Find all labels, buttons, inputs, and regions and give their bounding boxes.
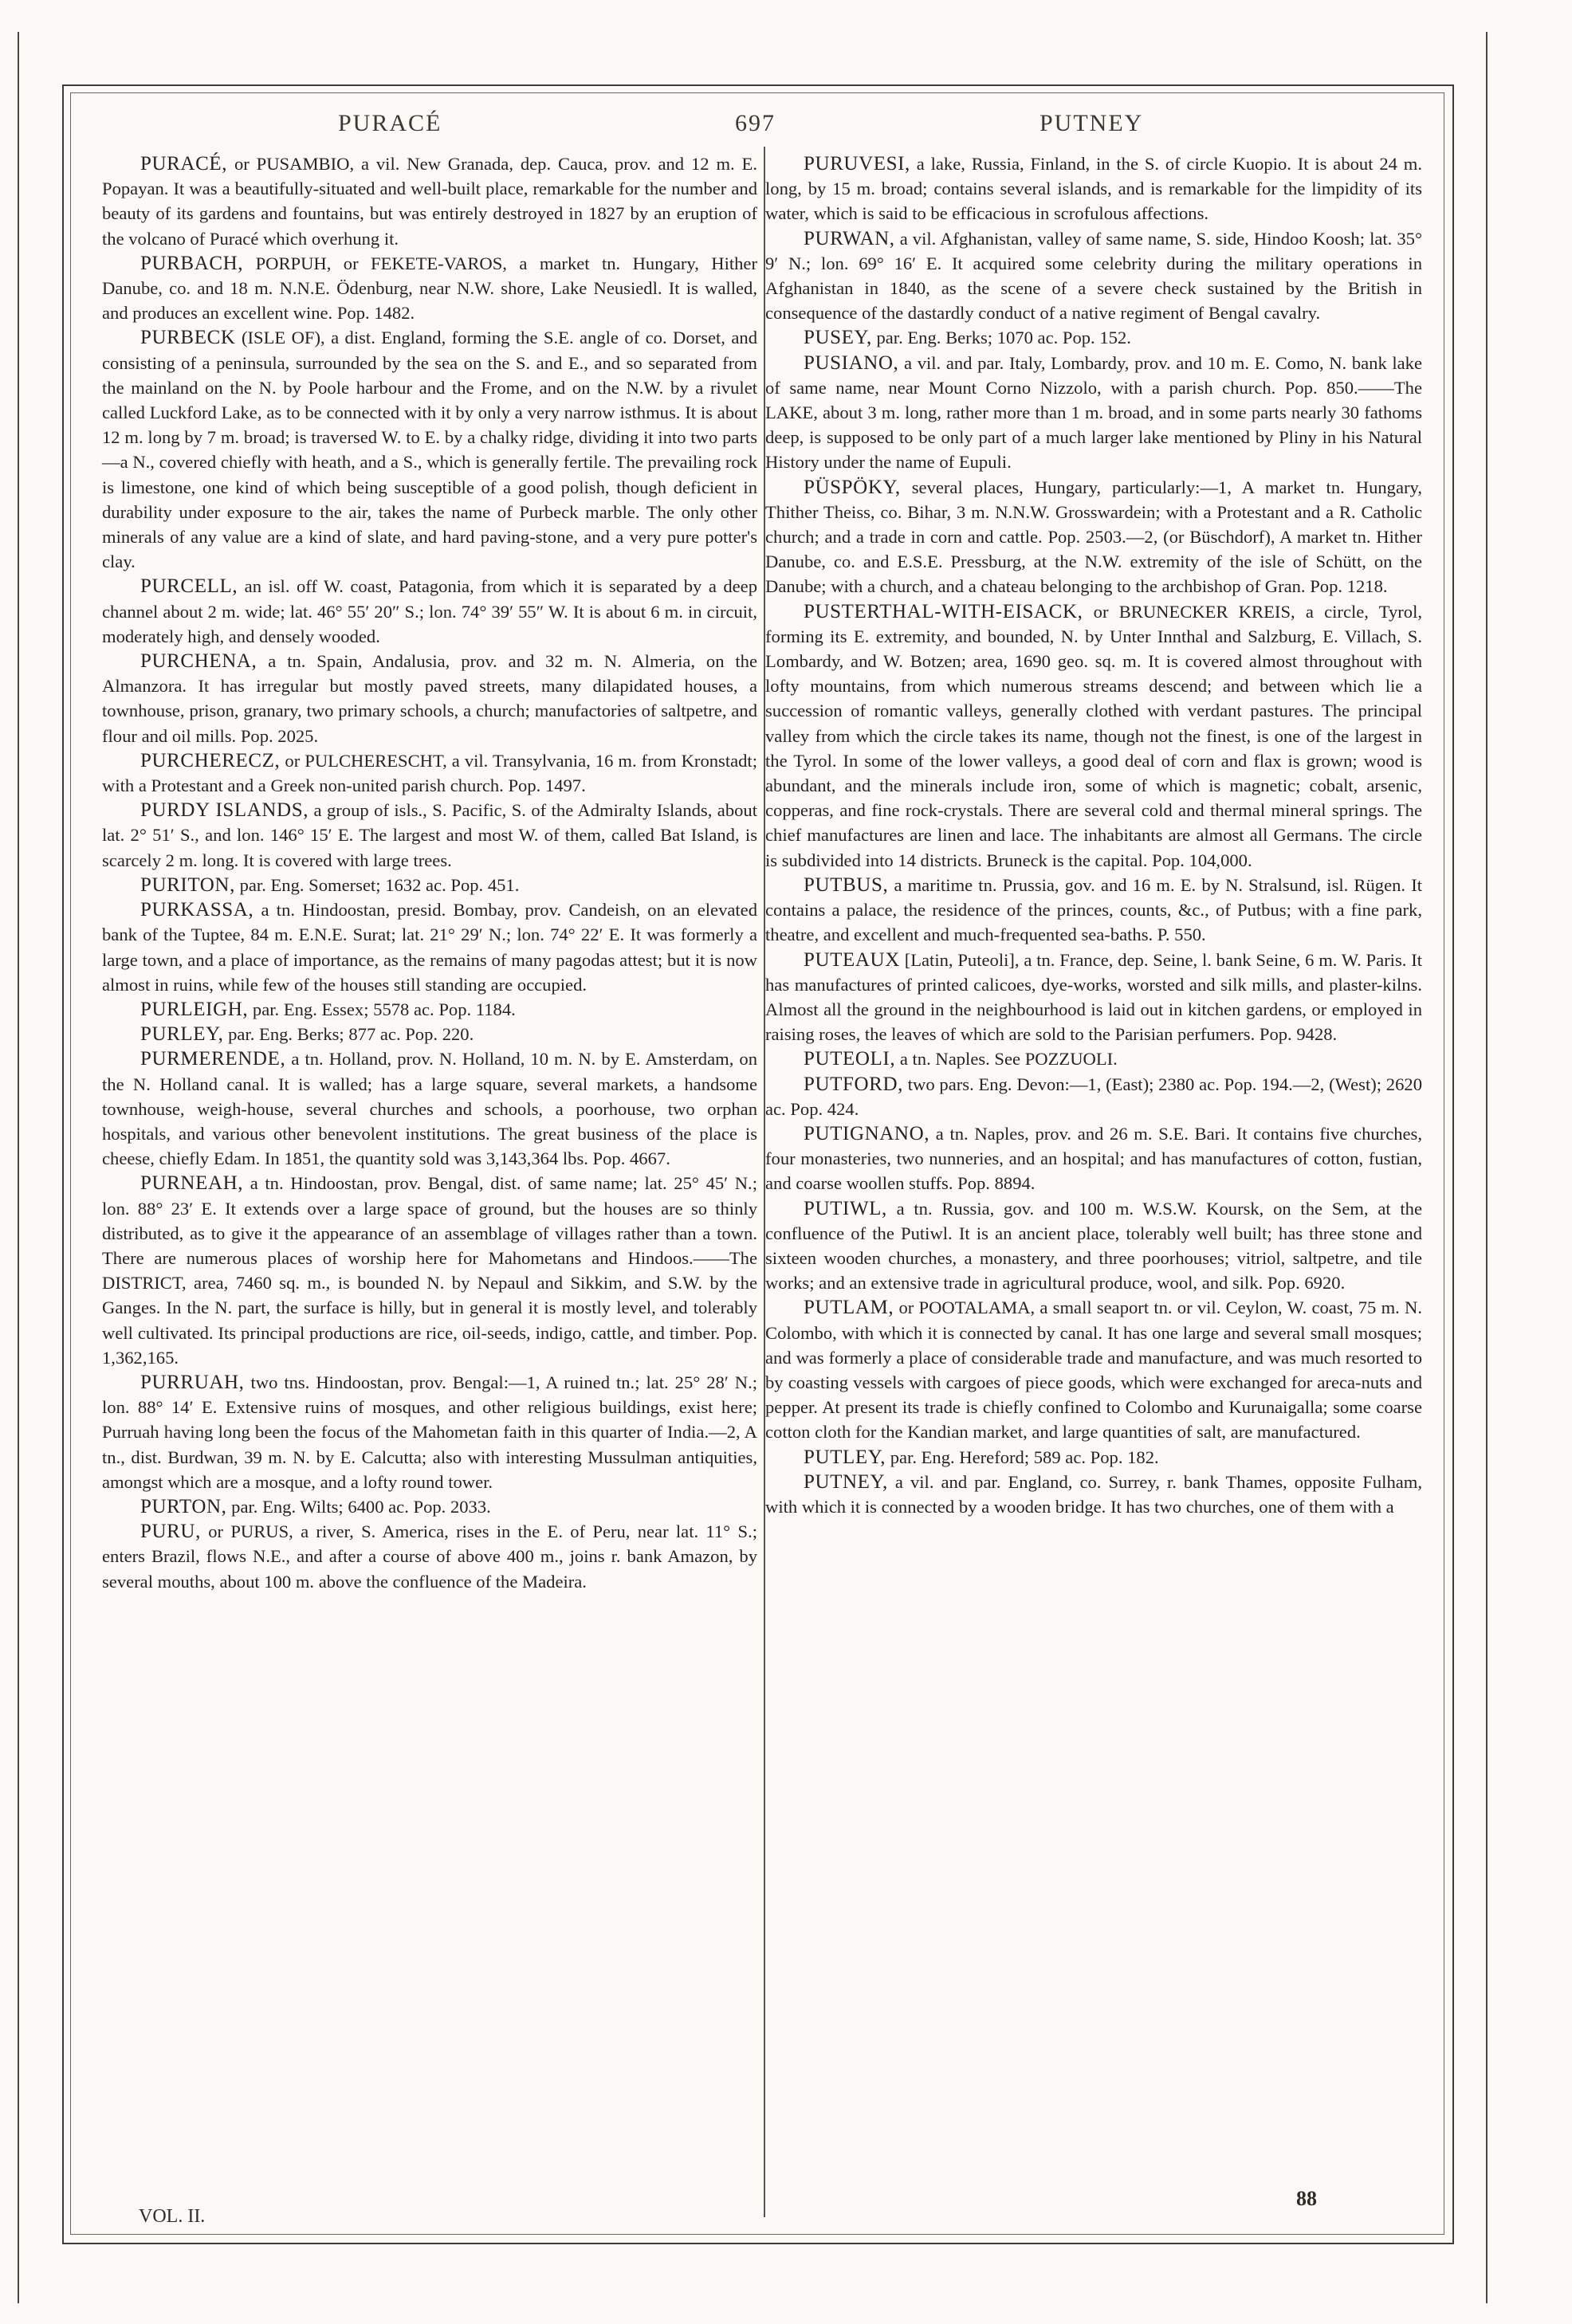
- entry-headword: PURNEAH,: [140, 1172, 244, 1195]
- gazetteer-entry: [102, 151, 757, 251]
- entry-text: a tn. Hindoostan, prov. Bengal, dist. of same name; lat. 25° 45′ N.; lon. 88° 23′ E. It extends over a large space of ground, but the houses are so thinly distributed, as to give it the appearance of an assemblage of villages rather than a town. There are numerous places of worship here for Mahometans and Hindoos.——The DISTRICT, area, 7460 sq. m., is bounded N. by Nepaul and Sikkim, and S.W. by the Ganges. In the N. part, the surface is hilly, but in general it is mostly level, and tolerably well cultivated. Its principal productions are rice, oil-seeds, indigo, cattle, and timber. Pop. 1,362,165.: [102, 1173, 757, 1368]
- entry-headword: PURBECK: [140, 327, 236, 349]
- gazetteer-entry: [765, 1121, 1422, 1196]
- entry-text: a lake, Russia, Finland, in the S. of circle Kuopio. It is about 24 m. long, by 15 m. broad; contains several islands, and is remarkable for the limpidity of its water, which is said to be efficacious in scrofulous affections.: [765, 154, 1422, 224]
- entry-headword: PURBACH,: [140, 252, 244, 274]
- entry-headword: PUTIWL,: [804, 1197, 887, 1219]
- entry-text: a vil. and par. Italy, Lombardy, prov. and 10 m. E. Como, N. bank lake of same name, near Mount Corno Nizzolo, with a parish church. Pop. 850.——The LAKE, about 3 m. long, rather more than 1 m. broad, and in some parts nearly 30 fathoms deep, is supposed to be only part of a much larger lake mentioned by Pliny in his Natural History under the name of Eupuli.: [765, 352, 1422, 473]
- entry-headword: PURTON,: [140, 1495, 227, 1517]
- gazetteer-entry: [102, 1171, 757, 1370]
- entry-text: or POOTALAMA, a small seaport tn. or vil. Ceylon, W. coast, 75 m. N. Colombo, with which it is connected by canal. It has one large and several small mosques; and was formerly a place of considerable trade and manufacture, and was much resorted to by coasting vessels with cargoes of piece goods, which were exchanged for areca-nuts and pepper. At present its trade is chiefly confined to Colombo and Kurunaigalla; some coarse cotton cloth for the Kandian market, and large quantities of salt, are manufactured.: [765, 1297, 1422, 1443]
- entry-text: par. Eng. Essex; 5578 ac. Pop. 1184.: [248, 999, 516, 1019]
- gazetteer-entry: [102, 251, 757, 326]
- entry-text: [Latin, Puteoli], a tn. France, dep. Seine, l. bank Seine, 6 m. W. Paris. It has manufactures of printed calicoes, dye-works, worsted and silk mills, and plaster-kilns. Almost all the ground in the neighbourhood is laid out in kitchen gardens, or employed in raising roses, the leaves of which are sold to the Parisian perfumers. Pop. 9428.: [765, 949, 1422, 1045]
- running-head-right: PUTNEY: [1039, 110, 1144, 136]
- entry-headword: PUTNEY,: [804, 1470, 888, 1493]
- gazetteer-entry: [765, 873, 1422, 948]
- gazetteer-entry: [102, 1022, 757, 1046]
- entry-headword: PUTLEY,: [804, 1446, 886, 1468]
- gazetteer-entry: [102, 897, 757, 997]
- signature-mark: 88: [1296, 2187, 1317, 2210]
- entry-text: or PULCHERESCHT, a vil. Transylvania, 16 m. from Kronstadt; with a Protestant and a Greek non-united parish church. Pop. 1497.: [102, 750, 757, 796]
- entry-headword: PURCELL,: [140, 575, 238, 598]
- entry-headword: PURUVESI,: [804, 153, 910, 175]
- entry-text: par. Eng. Berks; 1070 ac. Pop. 152.: [871, 328, 1131, 348]
- gazetteer-entry: [102, 574, 757, 649]
- entry-headword: PUSEY,: [804, 327, 872, 349]
- gazetteer-entry: [102, 997, 757, 1022]
- volume-marker: VOL. II.: [139, 2206, 206, 2227]
- gazetteer-entry: [765, 1046, 1422, 1071]
- entry-text: or PURUS, a river, S. America, rises in the E. of Peru, near lat. 11° S.; enters Brazil, flows N.E., and after a course of above 400 m., joins r. bank Amazon, by several mouths, about 100 m. above the confluence of the Madeira.: [102, 1521, 757, 1592]
- gazetteer-entry: [102, 1370, 757, 1494]
- entry-text: a maritime tn. Prussia, gov. and 16 m. E. by N. Stralsund, isl. Rügen. It contains a palace, the residence of the princes, counts, &c., of Putbus; with a fine park, theatre, and excellent and much-frequented sea-baths. P. 550.: [765, 874, 1422, 945]
- page-number: 697: [735, 110, 776, 136]
- entry-text: or PUSAMBIO, a vil. New Granada, dep. Cauca, prov. and 12 m. E. Popayan. It was a beautifully-situated and well-built place, remarkable for the number and beauty of its gardens and fountains, but was entirely destroyed in 1827 by an eruption of the volcano of Puracé which overhung it.: [102, 154, 757, 249]
- gazetteer-entry: [765, 226, 1422, 326]
- gazetteer-entry: [102, 649, 757, 748]
- entry-headword: PURU,: [140, 1521, 201, 1543]
- entry-text: par. Eng. Wilts; 6400 ac. Pop. 2033.: [226, 1496, 491, 1517]
- entry-headword: PUTFORD,: [804, 1073, 903, 1095]
- entry-text: two tns. Hindoostan, prov. Bengal:—1, A ruined tn.; lat. 25° 28′ N.; lon. 88° 14′ E. Extensive ruins of mosques, and other religious buildings, exist here; Purruah having long been the focus of the Mahometan faith in this quarter of India.—2, A tn., dist. Burdwan, 39 m. N. by E. Calcutta; also with interesting Mussulman antiquities, amongst which are a mosque, and a lofty round tower.: [102, 1372, 757, 1492]
- gazetteer-entry: [102, 1519, 757, 1594]
- entry-text: (ISLE OF), a dist. England, forming the S.E. angle of co. Dorset, and consisting of a peninsula, surrounded by the sea on the S. and E., and so separated from the mainland on the N. by Poole harbour and the Frome, and on the N.W. by a rivulet called Luckford Lake, as to be connected with it by only a very narrow isthmus. It is about 12 m. long by 7 m. broad; is traversed W. to E. by a chalky ridge, dividing it into two parts—a N., covered chiefly with heath, and a S., which is generally fertile. The prevailing rock is limestone, one kind of which being susceptible of a good polish, though deficient in durability under exposure to the air, takes the name of Purbeck marble. The only other minerals of any value are a kind of slate, and hard paving-stone, and a very pure potter's clay.: [102, 328, 757, 572]
- entry-headword: PUTIGNANO,: [804, 1122, 930, 1144]
- gazetteer-entry: [765, 1295, 1422, 1444]
- entry-text: a vil. and par. England, co. Surrey, r. bank Thames, opposite Fulham, with which it is connected by a wooden bridge. It has two churches, one of them with a: [765, 1471, 1422, 1517]
- entry-text: two pars. Eng. Devon:—1, (East); 2380 ac. Pop. 194.—2, (West); 2620 ac. Pop. 424.: [765, 1074, 1422, 1119]
- entry-text: a tn. Holland, prov. N. Holland, 10 m. N. by E. Amsterdam, on the N. Holland canal. It is walled; has a large square, several markets, a handsome townhouse, weigh-house, several churches and schools, a poorhouse, two orphan hospitals, and various other benevolent institutions. The great business of the place is cheese, chiefly Edam. In 1851, the quantity sold was 3,143,364 lbs. Pop. 4667.: [102, 1049, 757, 1169]
- gazetteer-entry: [765, 1445, 1422, 1470]
- entry-headword: PUSIANO,: [804, 351, 899, 374]
- entry-headword: PUSTERTHAL-WITH-EISACK,: [804, 600, 1083, 622]
- entry-text: several places, Hungary, particularly:—1, A market tn. Hungary, Thither Theiss, co. Bihar, 3 m. N.N.W. Grosswardein; with a Protestant and a R. Catholic church; and a trade in corn and cattle. Pop. 2503.—2, (or Büschdorf), A market tn. Hither Danube, co. and E.S.E. Pressburg, at the N.W. extremity of the isle of Schütt, on the Danube; with a church, and a chateau belonging to the archbishop of Gran. Pop. 1218.: [765, 477, 1422, 597]
- gazetteer-entry: [765, 599, 1422, 873]
- entry-text: a group of isls., S. Pacific, S. of the Admiralty Islands, about lat. 2° 51′ S., and lon. 146° 15′ E. The largest and most W. of them, called Bat Island, is scarcely 2 m. long. It is covered with large trees.: [102, 800, 758, 870]
- entry-text: par. Eng. Somerset; 1632 ac. Pop. 451.: [234, 874, 520, 895]
- entry-headword: PURMERENDE,: [140, 1048, 286, 1070]
- entry-text: a tn. Hindoostan, presid. Bombay, prov. Candeish, on an elevated bank of the Tuptee, 84 m. E.N.E. Surat; lat. 21° 29′ N.; lon. 74° 22′ E. It was formerly a large town, and a place of importance, as the remains of many pagodas attest; but it is now almost in ruins, while few of the houses still standing are occupied.: [102, 900, 757, 995]
- gazetteer-entry: [102, 1494, 757, 1519]
- running-head: [77, 110, 1436, 145]
- gazetteer-entry: [102, 325, 757, 574]
- entry-headword: PURWAN,: [804, 227, 895, 249]
- gazetteer-entry: [765, 1072, 1422, 1121]
- entry-headword: PURACÉ,: [140, 153, 228, 175]
- entry-headword: PURDY ISLANDS,: [140, 799, 309, 822]
- entry-headword: PURLEIGH,: [140, 998, 249, 1020]
- outer-rule-right: [1486, 32, 1488, 2303]
- entry-text: an isl. off W. coast, Patagonia, from which it is separated by a deep channel about 2 m. wide; lat. 46° 55′ 20″ S.; lon. 74° 39′ 55″ W. It is about 6 m. in circuit, moderately high, and densely wooded.: [102, 576, 757, 646]
- entry-text: a tn. Naples, prov. and 26 m. S.E. Bari. It contains five churches, four monasteries, two nunneries, and an hospital; and has manufactures of cotton, fustian, and coarse woollen stuffs. Pop. 8894.: [765, 1123, 1422, 1194]
- entry-text: a tn. Naples. See POZZUOLI.: [895, 1049, 1118, 1070]
- entry-text: or BRUNECKER KREIS, a circle, Tyrol, forming its E. extremity, and bounded, N. by Unter Innthal and Salzburg, E. Villach, S. Lombardy, and W. Botzen; area, 1690 geo. sq. m. It is covered almost throughout with lofty mountains, from which numerous streams descend; and between which lie a succession of romantic valleys, generally clothed with verdant pastures. The principal valley from which the circle takes its name, though not the finest, is one of the largest in the Tyrol. In some of the lower valleys, a good deal of corn and flax is grown; wood is abundant, and the minerals include iron, some of which is magnetic; cobalt, arsenic, copperas, and fine rock-crystals. There are several cold and thermal mineral springs. The chief manufactures are linen and lace. The inhabitants are almost all Germans. The circle is subdivided into 14 districts. Bruneck is the capital. Pop. 104,000.: [765, 601, 1422, 870]
- entry-headword: PURCHERECZ,: [140, 749, 281, 771]
- entry-headword: PURKASSA,: [140, 899, 254, 921]
- right-column: [765, 151, 1422, 1519]
- outer-rule-left: [18, 32, 19, 2303]
- entry-headword: PUTBUS,: [804, 873, 889, 896]
- entry-headword: PURLEY,: [140, 1023, 224, 1046]
- left-column: [102, 151, 757, 1594]
- gazetteer-entry: [765, 475, 1422, 599]
- entry-text: par. Eng. Hereford; 589 ac. Pop. 182.: [886, 1447, 1159, 1467]
- gazetteer-entry: [102, 798, 757, 873]
- entry-headword: PURITON,: [140, 873, 235, 896]
- entry-text: a tn. Spain, Andalusia, prov. and 32 m. N. Almeria, on the Almanzora. It has irregular but mostly paved streets, many dilapidated houses, a townhouse, prison, granary, two primary schools, a church; manufactories of saltpetre, and flour and oil mills. Pop. 2025.: [102, 651, 757, 746]
- entry-text: PORPUH, or FEKETE-VAROS, a market tn. Hungary, Hither Danube, co. and 18 m. N.N.E. Ödenburg, near N.W. shore, Lake Neusiedl. It is walled, and produces an excellent wine. Pop. 1482.: [102, 253, 757, 324]
- entry-text: a vil. Afghanistan, valley of same name, S. side, Hindoo Koosh; lat. 35° 9′ N.; lon. 69° 16′ E. It acquired some celebrity during the military operations in Afghanistan in 1840, as the scene of a severe check sustained by the British in consequence of the dastardly conduct of a native regiment of Bengal cavalry.: [765, 228, 1422, 324]
- gazetteer-entry: [102, 748, 757, 798]
- gazetteer-entry: [102, 1046, 757, 1171]
- gazetteer-entry: [765, 1196, 1422, 1296]
- gazetteer-entry: [765, 1470, 1422, 1519]
- entry-headword: PÜSPÖKY,: [804, 476, 901, 498]
- entry-headword: PURCHENA,: [140, 650, 257, 673]
- gazetteer-entry: [765, 948, 1422, 1047]
- entry-headword: PURRUAH,: [140, 1371, 245, 1393]
- entry-text: a tn. Russia, gov. and 100 m. W.S.W. Koursk, on the Sem, at the confluence of the Putiwl. It is an ancient place, tolerably well built; has three stone and sixteen wooden churches, a monastery, and three poorhouses; vitriol, saltpetre, and tile works; and an extensive trade in agricultural produce, wool, and silk. Pop. 6920.: [765, 1198, 1422, 1294]
- entry-headword: PUTEOLI,: [804, 1048, 896, 1070]
- gazetteer-entry: [765, 351, 1422, 475]
- gazetteer-entry: [765, 325, 1422, 350]
- running-head-left: PURACÉ: [338, 110, 442, 136]
- entry-headword: PUTEAUX: [804, 948, 900, 971]
- entry-text: par. Eng. Berks; 877 ac. Pop. 220.: [223, 1024, 474, 1045]
- gazetteer-entry: [102, 873, 757, 897]
- gazetteer-entry: [765, 151, 1422, 226]
- entry-headword: PUTLAM,: [804, 1297, 894, 1319]
